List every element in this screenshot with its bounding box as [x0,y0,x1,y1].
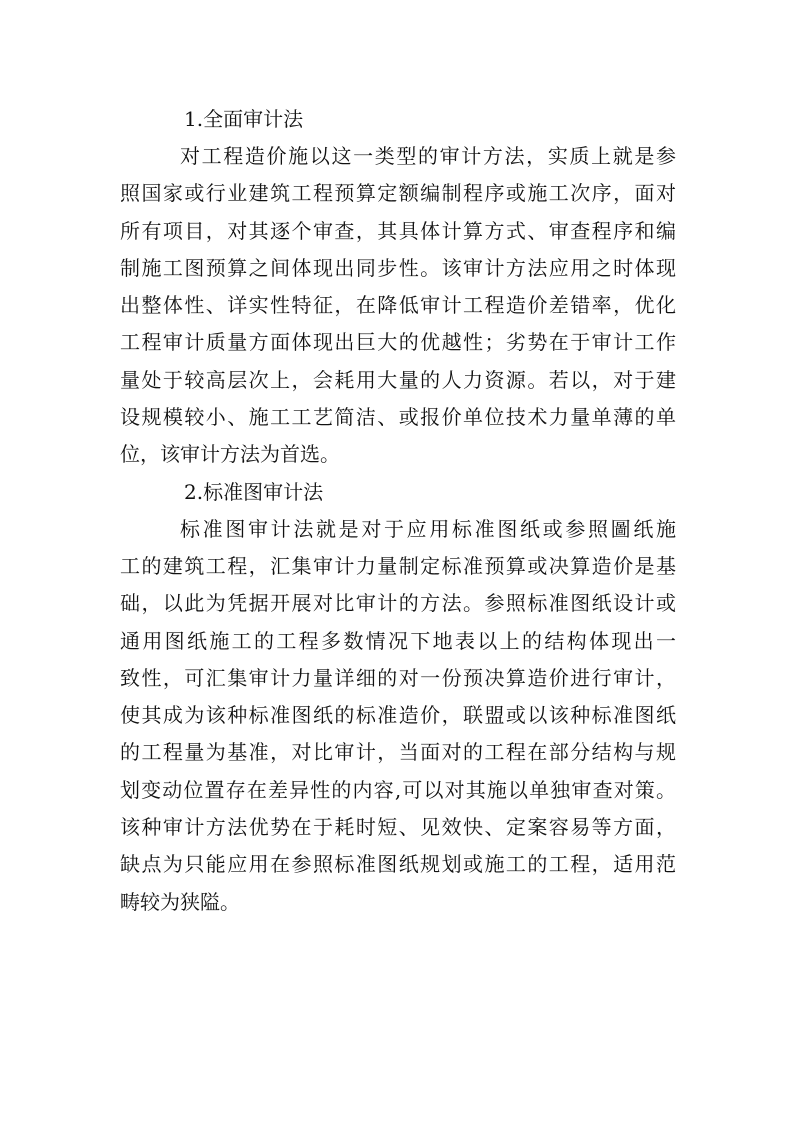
paragraph-line: 制施工图预算之间体现出同步性。该审计方法应用之时体现 [120,255,676,280]
paragraph-line: 通用图纸施工的工程多数情况下地表以上的结构体现出一 [120,628,676,653]
paragraph-line: 工程审计质量方面体现出巨大的优越性；劣势在于审计工作 [120,330,676,355]
paragraph-line: 对工程造价施以这一类型的审计方法，实质上就是参 [180,144,676,168]
paragraph-line: 位，该审计方法为首选。 [120,442,340,467]
paragraph-line: 畴较为狭隘。 [120,889,240,914]
paragraph-line: 量处于较高层次上，会耗用大量的人力资源。若以，对于建 [120,367,676,392]
paragraph-line: 设规模较小、施工工艺简洁、或报价单位技术力量单薄的单 [120,405,676,430]
paragraph-line: 所有项目，对其逐个审查，其具体计算方式、审查程序和编 [120,218,676,243]
paragraph-line: 缺点为只能应用在参照标准图纸规划或施工的工程，适用范 [120,852,676,877]
section-paragraph-1 [120,138,676,474]
document-body [120,101,676,921]
section-heading-2: 2.标准图审计法 [184,479,324,504]
paragraph-line: 照国家或行业建筑工程预算定额编制程序或施工次序，面对 [120,181,676,206]
paragraph-line: 的工程量为基准，对比审计，当面对的工程在部分结构与规 [120,740,676,765]
paragraph-line: 标准图审计法就是对于应用标准图纸或参照圖纸施 [180,516,676,541]
section-heading-1: 1.全面审计法 [184,107,304,131]
paragraph-line: 该种审计方法优势在于耗时短、见效快、定案容易等方面， [120,815,676,840]
section-paragraph-2 [120,511,676,921]
paragraph-line: 工的建筑工程，汇集审计力量制定标准预算或决算造价是基 [120,553,676,578]
paragraph-line: 致性，可汇集审计力量详细的对一份预决算造价进行审计， [120,665,676,690]
paragraph-line: 使其成为该种标准图纸的标准造价，联盟或以该种标准图纸 [120,703,676,728]
paragraph-line: 划变动位置存在差异性的内容,可以对其施以单独审查对策。 [120,777,676,802]
paragraph-line: 础，以此为凭据开展对比审计的方法。参照标准图纸设计或 [120,591,676,616]
paragraph-line: 出整体性、详实性特征，在降低审计工程造价差错率，优化 [120,293,676,318]
